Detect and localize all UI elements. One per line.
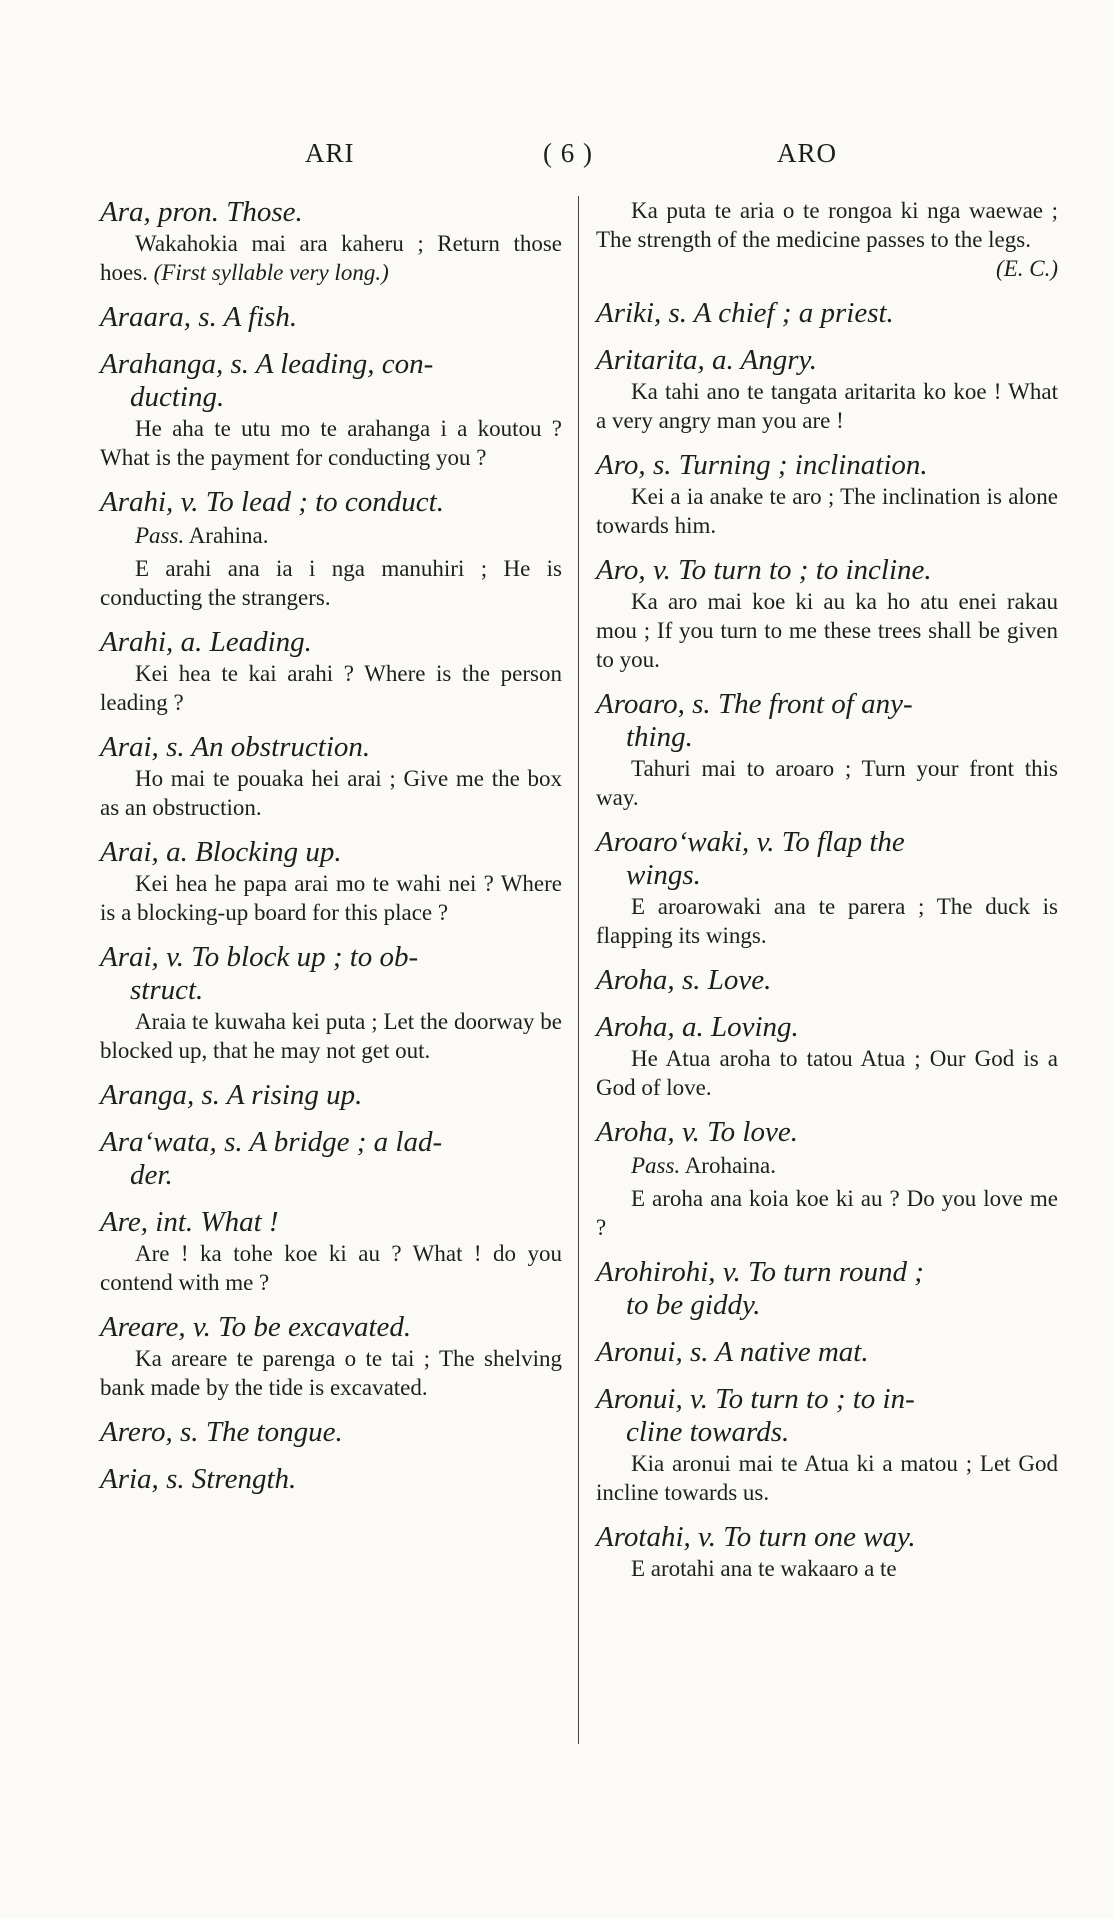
headword: Arero, — [100, 1416, 173, 1448]
example-text — [596, 1184, 1058, 1242]
definition: To turn round ; — [747, 1256, 924, 1288]
source-note: (E. C.) — [996, 256, 1058, 281]
right-column — [596, 196, 1058, 1597]
part-of-speech: a. — [681, 1011, 704, 1043]
example-sentence: E arahi ana ia i nga manuhiri ; He is conducting the strangers. — [100, 556, 562, 610]
example-sentence: He Atua aroha to tatou Atua ; Our God is a God of love. — [596, 1046, 1058, 1100]
dictionary-entry — [596, 1336, 1058, 1369]
headword-line — [596, 554, 1058, 587]
dictionary-entry — [596, 297, 1058, 330]
example-text — [100, 764, 562, 822]
example-text — [596, 1554, 1058, 1583]
definition: To love. — [707, 1116, 798, 1148]
dictionary-entry — [596, 554, 1058, 674]
part-of-speech: s. — [201, 1079, 221, 1111]
dictionary-entry — [596, 1011, 1058, 1102]
dictionary-entry — [100, 1206, 562, 1297]
example-sentence: He aha te utu mo te arahanga i a koutou ? What is the payment for conducting you ? — [100, 416, 562, 470]
definition: To turn one way. — [723, 1521, 916, 1553]
definition: An obstruction. — [191, 731, 371, 763]
example-text — [100, 1239, 562, 1297]
part-of-speech: s. — [198, 301, 217, 333]
part-of-speech: pron. — [158, 196, 219, 228]
definition: To lead ; to conduct. — [205, 486, 444, 518]
headword: Ara, — [100, 196, 151, 228]
headword-line — [100, 196, 562, 229]
headword: Arohirohi, — [596, 1256, 716, 1288]
example-sentence: Ho mai te pouaka hei arai ; Give me the box as an obstruction. — [100, 766, 562, 820]
headword-line — [100, 836, 562, 869]
headword: Arai, — [100, 941, 159, 973]
example-sentence: Kei hea he papa arai mo te wahi nei ? Where is a blocking-up board for this place ? — [100, 871, 562, 925]
definition: What ! — [200, 1206, 279, 1238]
part-of-speech: s. — [180, 1416, 199, 1448]
headword: Aroaro, — [596, 688, 685, 720]
headword: Arai, — [100, 836, 159, 868]
headword-line — [100, 731, 562, 764]
definition-continuation: der. — [130, 1159, 173, 1191]
headword: Aro, — [596, 449, 646, 481]
headword-line — [596, 297, 1058, 330]
example-text — [596, 754, 1058, 812]
dictionary-entry — [596, 449, 1058, 540]
part-of-speech: s. — [166, 1463, 185, 1495]
headword: Ariki, — [596, 297, 662, 329]
passive-word: Arohaina. — [684, 1153, 777, 1178]
example-text: Ka puta te aria o te rongoa ki nga waewae ; The strength of the medicine passes to the legs. — [596, 198, 1058, 252]
headword-line — [100, 1079, 562, 1112]
example-sentence: Ka areare te parenga o te tai ; The shelving bank made by the tide is excavated. — [100, 1346, 562, 1400]
part-of-speech: v. — [652, 554, 671, 586]
headword: Araara, — [100, 301, 192, 333]
part-of-speech: s. — [224, 1126, 243, 1158]
definition: To turn to ; to incline. — [678, 554, 932, 586]
headword-line — [596, 1383, 1058, 1449]
part-of-speech: v. — [756, 826, 775, 858]
dictionary-entry — [596, 344, 1058, 435]
part-of-speech: v. — [681, 1116, 700, 1148]
definition-continuation: thing. — [626, 721, 693, 753]
headword: Arotahi, — [596, 1521, 691, 1553]
dictionary-entry — [100, 1079, 562, 1112]
headword: Aronui, — [596, 1383, 683, 1415]
dictionary-entry — [100, 486, 562, 612]
part-of-speech: v. — [689, 1383, 708, 1415]
headword-line — [596, 1256, 1058, 1322]
headword-line — [100, 486, 562, 519]
headword-line — [100, 1416, 562, 1449]
definition: A leading, con- — [255, 348, 434, 380]
definition: The front of any- — [717, 688, 913, 720]
example-text — [596, 377, 1058, 435]
definition-continuation: wings. — [626, 859, 701, 891]
continued-entry — [596, 196, 1058, 283]
headword-line — [596, 449, 1058, 482]
headword: Aronui, — [596, 1336, 683, 1368]
definition: Turning ; inclination. — [678, 449, 928, 481]
example-text — [100, 869, 562, 927]
definition: A bridge ; a lad- — [249, 1126, 443, 1158]
headword-line — [596, 826, 1058, 892]
example-sentence: Tahuri mai to aroaro ; Turn your front this way. — [596, 756, 1058, 810]
definition: To block up ; to ob- — [191, 941, 419, 973]
headword-line — [596, 1116, 1058, 1149]
part-of-speech: s. — [668, 297, 688, 329]
example-sentence: E arotahi ana te wakaaro a te — [631, 1556, 897, 1581]
dictionary-entry — [596, 826, 1058, 950]
dictionary-entry — [100, 836, 562, 927]
example-text — [100, 659, 562, 717]
headword: Aroha, — [596, 1011, 675, 1043]
headword: Aranga, — [100, 1079, 195, 1111]
headword-line — [596, 1521, 1058, 1554]
headword: Arai, — [100, 731, 159, 763]
definition: Those. — [226, 196, 303, 228]
dictionary-entry — [596, 688, 1058, 812]
headword: Aria, — [100, 1463, 159, 1495]
passive-label: Pass. — [135, 523, 185, 548]
page-header — [0, 138, 1114, 178]
part-of-speech: s. — [230, 348, 250, 380]
example-sentence: Wakahokia mai ara kaheru ; Return those hoes. — [100, 231, 562, 285]
example-sentence: Kia aronui mai te Atua ki a matou ; Let God incline towards us. — [596, 1451, 1058, 1505]
headword: Aroaro‘waki, — [596, 826, 750, 858]
part-of-speech: s. — [692, 688, 711, 720]
example-text — [100, 1344, 562, 1402]
headword-line — [596, 1336, 1058, 1369]
headword-line — [596, 344, 1058, 377]
header-right-guide-word: ARO — [777, 138, 838, 168]
dictionary-entry — [100, 196, 562, 287]
passive-form — [631, 1151, 1058, 1180]
definition: To flap the — [781, 826, 905, 858]
dictionary-entry — [100, 941, 562, 1065]
definition: Leading. — [209, 626, 312, 658]
part-of-speech: v. — [192, 1311, 211, 1343]
definition: A chief ; a priest. — [693, 297, 894, 329]
headword: Arahanga, — [100, 348, 224, 380]
example-text — [596, 1044, 1058, 1102]
headword: Areare, — [100, 1311, 186, 1343]
dictionary-entry — [100, 1311, 562, 1402]
definition: Loving. — [710, 1011, 799, 1043]
dictionary-entry — [596, 1256, 1058, 1322]
headword-line — [100, 1311, 562, 1344]
dictionary-entry — [100, 301, 562, 334]
headword: Aro, — [596, 554, 646, 586]
part-of-speech: s. — [652, 449, 672, 481]
definition: A native mat. — [715, 1336, 869, 1368]
headword-line — [100, 301, 562, 334]
example-text — [100, 554, 562, 612]
example-text — [596, 587, 1058, 674]
dictionary-entry — [596, 1521, 1058, 1583]
example-text — [596, 1449, 1058, 1507]
headword: Ara‘wata, — [100, 1126, 217, 1158]
example-text — [100, 414, 562, 472]
passive-form — [135, 521, 562, 550]
headword: Aroha, — [596, 1116, 675, 1148]
left-column — [100, 196, 562, 1510]
headword-line — [596, 1011, 1058, 1044]
headword: Aroha, — [596, 964, 675, 996]
example-sentence: Araia te kuwaha kei puta ; Let the doorway be blocked up, that he may not get out. — [100, 1009, 562, 1063]
definition: A fish. — [223, 301, 298, 333]
example-sentence: E aroha ana koia koe ki au ? Do you love me ? — [596, 1186, 1058, 1240]
definition: A rising up. — [226, 1079, 363, 1111]
example-sentence: Are ! ka tohe koe ki au ? What ! do you contend with me ? — [100, 1241, 562, 1295]
part-of-speech: v. — [166, 941, 185, 973]
headword-line — [100, 1126, 562, 1192]
definition: To be excavated. — [218, 1311, 412, 1343]
column-divider — [578, 196, 579, 1744]
part-of-speech: s. — [166, 731, 185, 763]
definition-continuation: struct. — [130, 974, 204, 1006]
definition: Strength. — [191, 1463, 297, 1495]
headword-line — [100, 1206, 562, 1239]
headword: Aritarita, — [596, 344, 705, 376]
example-text — [596, 892, 1058, 950]
page-number: ( 6 ) — [543, 138, 593, 168]
dictionary-entry — [596, 1116, 1058, 1242]
part-of-speech: int. — [155, 1206, 194, 1238]
part-of-speech: s. — [681, 964, 701, 996]
dictionary-entry — [100, 626, 562, 717]
headword-line — [100, 626, 562, 659]
definition-continuation: ducting. — [130, 381, 225, 413]
part-of-speech: a. — [166, 836, 188, 868]
example-sentence: Ka aro mai koe ki au ka ho atu enei rakau mou ; If you turn to me these trees shall be given to you. — [596, 589, 1058, 672]
dictionary-entry — [596, 1383, 1058, 1507]
example-sentence: Kei a ia anake te aro ; The inclination is alone towards him. — [596, 484, 1058, 538]
example-sentence: Ka tahi ano te tangata aritarita ko koe ! What a very angry man you are ! — [596, 379, 1058, 433]
dictionary-entry — [100, 1463, 562, 1496]
part-of-speech: a. — [712, 344, 734, 376]
headword-line — [596, 688, 1058, 754]
passive-label: Pass. — [631, 1153, 681, 1178]
headword-line — [100, 348, 562, 414]
definition-continuation: cline towards. — [626, 1416, 790, 1448]
headword-line — [100, 941, 562, 1007]
part-of-speech: v. — [698, 1521, 717, 1553]
headword: Arahi, — [100, 626, 174, 658]
dictionary-entry — [100, 1416, 562, 1449]
example-text — [100, 229, 562, 287]
header-left-guide-word: ARI — [305, 138, 355, 168]
example-sentence: E aroarowaki ana te parera ; The duck is flapping its wings. — [596, 894, 1058, 948]
dictionary-entry — [100, 348, 562, 472]
dictionary-entry — [596, 964, 1058, 997]
definition: Blocking up. — [195, 836, 342, 868]
definition-continuation: to be giddy. — [626, 1289, 761, 1321]
part-of-speech: v. — [722, 1256, 741, 1288]
example-sentence: Kei hea te kai arahi ? Where is the person leading ? — [100, 661, 562, 715]
passive-word: Arahina. — [188, 523, 269, 548]
part-of-speech: s. — [689, 1336, 709, 1368]
headword: Are, — [100, 1206, 149, 1238]
example-text — [100, 1007, 562, 1065]
definition: The tongue. — [205, 1416, 343, 1448]
example-text — [596, 482, 1058, 540]
definition: To turn to ; to in- — [715, 1383, 915, 1415]
dictionary-entry — [100, 731, 562, 822]
usage-note: (First syllable very long.) — [153, 260, 389, 285]
part-of-speech: v. — [180, 486, 199, 518]
headword-line — [100, 1463, 562, 1496]
dictionary-entry — [100, 1126, 562, 1192]
definition: Love. — [707, 964, 772, 996]
headword-line — [596, 964, 1058, 997]
part-of-speech: a. — [180, 626, 203, 658]
definition: Angry. — [740, 344, 818, 376]
headword: Arahi, — [100, 486, 174, 518]
